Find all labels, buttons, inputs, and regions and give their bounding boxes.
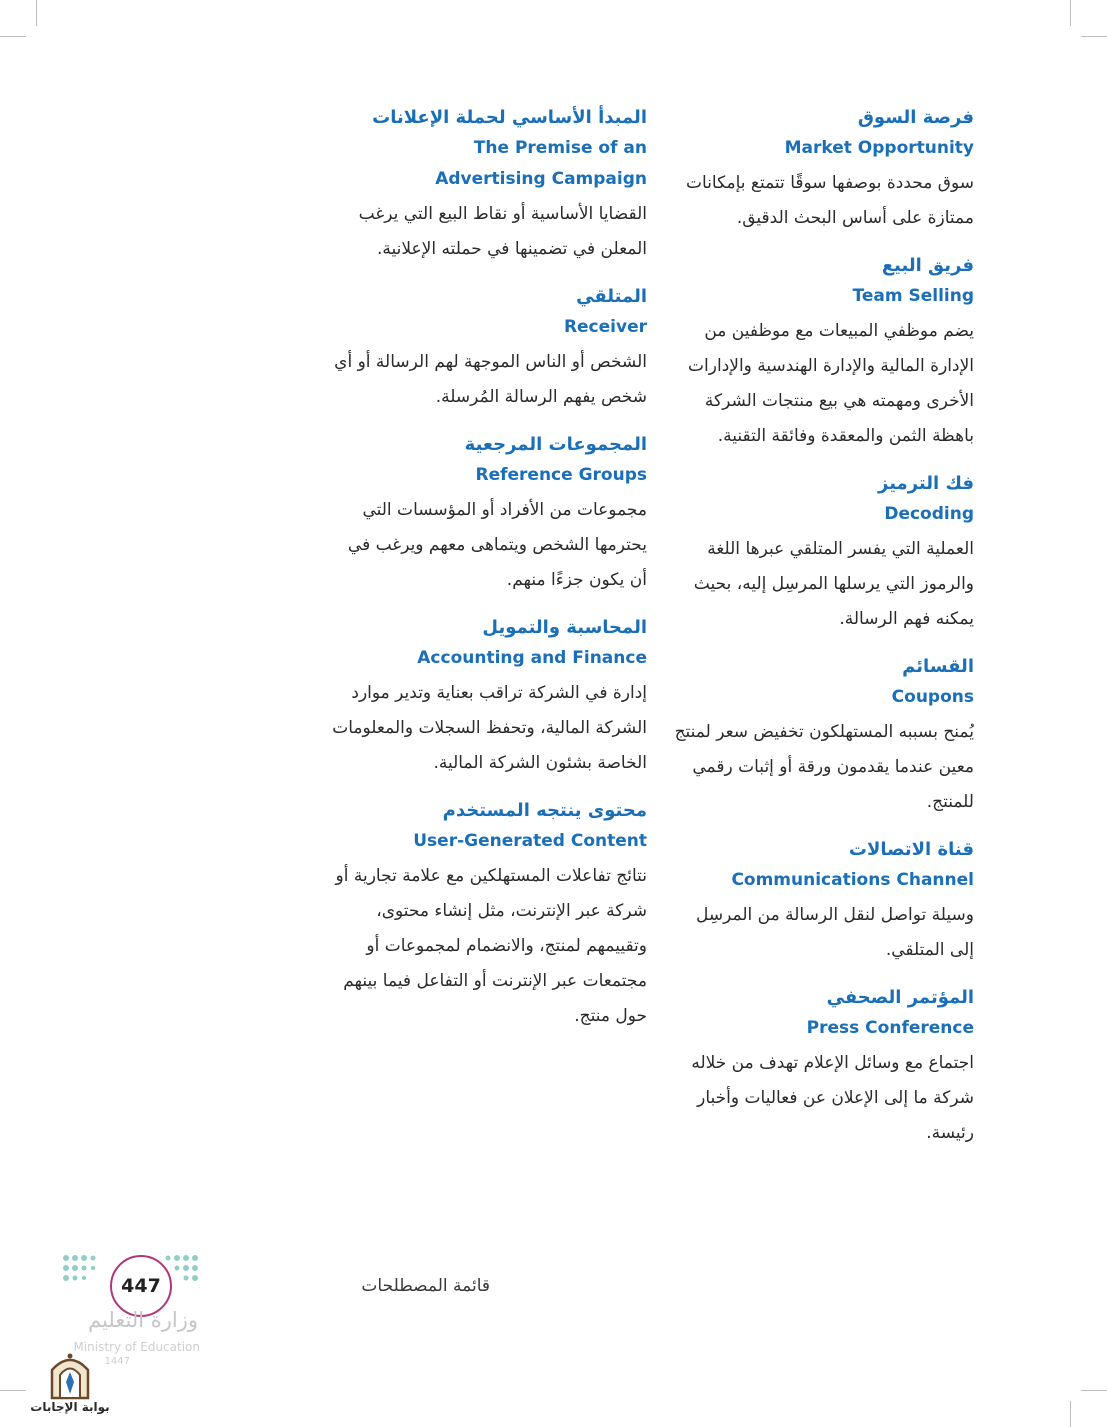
arabic-term: المؤتمر الصحفي [826,987,974,1008]
term-definition: نتائج تفاعلات المستهلكين مع علامة تجارية أو شركة عبر الإنترنت، مثل إنشاء محتوى، وتقييمهم لمنتج، والانضمام لمجموعات أو مجتمعات عبر الإنترنت أو التفاعل فيما بينهم حول منتج. [335,866,647,1026]
glossary-entry [668,834,974,968]
arabic-term: المجموعات المرجعية [464,434,647,455]
arabic-term: القسائم [902,656,974,677]
crop-mark [1081,1390,1107,1391]
english-term: Coupons [891,687,974,707]
answers-gate-watermark [30,1348,110,1426]
english-term: The Premise of an Advertising Campaign [435,138,647,189]
glossary-column-left [330,102,647,1048]
term-definition: يضم موظفي المبيعات مع موظفين من الإدارة المالية والإدارة الهندسية والإدارات الأخرى ومهمته هي بيع منتجات الشركة باهظة الثمن والمعقدة وفائقة التقنية. [688,321,974,446]
english-term: User-Generated Content [413,831,647,851]
section-title: قائمة المصطلحات [361,1276,490,1296]
term-definition: إدارة في الشركة تراقب بعناية وتدير موارد الشركة المالية، وتحفظ السجلات والمعلومات الخاصة بشئون الشركة المالية. [332,683,647,773]
crop-mark [0,36,26,37]
arabic-term: فك الترميز [878,473,974,494]
arabic-term: المحاسبة والتمويل [482,617,647,638]
arabic-term: محتوى ينتجه المستخدم [442,800,647,821]
ministry-year: 1447 [104,1356,130,1367]
glossary-entry [668,651,974,820]
ministry-arabic-name: وزارة التعليم [88,1308,198,1332]
term-definition: يُمنح بسببه المستهلكون تخفيض سعر لمنتج معين عندما يقدمون ورقة أو إثبات رقمي للمنتج. [674,722,974,812]
watermark-label: بوابة الإجابات [30,1400,110,1414]
glossary-entry [330,102,647,267]
english-term: Receiver [563,317,647,337]
page-number: 447 [110,1255,172,1317]
english-term: Decoding [884,504,974,524]
english-term: Press Conference [806,1018,974,1038]
glossary-entry [330,795,647,1034]
glossary-entry [668,468,974,637]
term-definition: مجموعات من الأفراد أو المؤسسات التي يحترمها الشخص ويتماهى معهم ويرغب في أن يكون جزءًا منهم. [347,500,647,590]
crop-mark [1070,1401,1071,1427]
gate-arch-icon [30,1348,110,1400]
glossary-entry [330,612,647,781]
term-definition: اجتماع مع وسائل الإعلام تهدف من خلاله شركة ما إلى الإعلان عن فعاليات وأخبار رئيسة. [691,1053,974,1143]
term-definition: وسيلة تواصل لنقل الرسالة من المرسِل إلى المتلقي. [696,905,974,960]
arabic-term: المبدأ الأساسي لحملة الإعلانات [372,107,647,128]
term-definition: العملية التي يفسر المتلقي عبرها اللغة والرموز التي يرسلها المرسِل إليه، بحيث يمكنه فهم الرسالة. [693,539,974,629]
glossary-entry [330,281,647,415]
glossary-entry [668,982,974,1151]
crop-mark [36,0,37,26]
arabic-term: فرصة السوق [857,107,974,128]
english-term: Accounting and Finance [417,648,647,668]
term-definition: الشخص أو الناس الموجهة لهم الرسالة أو أي شخص يفهم الرسالة المُرسلة. [334,352,647,407]
crop-mark [1070,0,1071,26]
glossary-entry [668,102,974,236]
arabic-term: فريق البيع [881,255,974,276]
arabic-term: قناة الاتصالات [848,839,974,860]
crop-mark [0,1390,26,1391]
glossary-column-right [668,102,974,1165]
glossary-entry [668,250,974,454]
term-definition: القضايا الأساسية أو نقاط البيع التي يرغب المعلن في تضمينها في حملته الإعلانية. [358,204,647,259]
english-term: Communications Channel [731,870,974,890]
english-term: Reference Groups [475,465,647,485]
arabic-term: المتلقي [576,286,647,307]
term-definition: سوق محددة بوصفها سوقًا تتمتع بإمكانات ممتازة على أساس البحث الدقيق. [686,173,974,228]
ministry-english-name: Ministry of Education [73,1340,200,1354]
english-term: Team Selling [852,286,974,306]
crop-mark [1081,36,1107,37]
english-term: Market Opportunity [784,138,974,158]
glossary-entry [330,429,647,598]
